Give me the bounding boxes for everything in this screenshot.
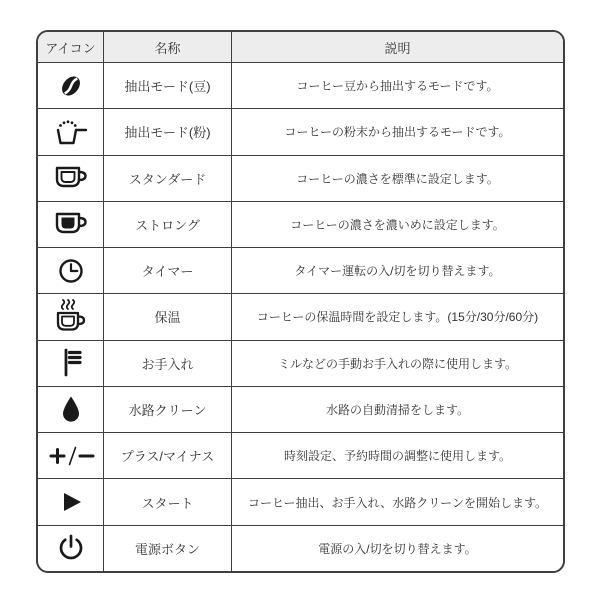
icon-cell — [38, 294, 104, 339]
table-row — [38, 155, 563, 201]
icon-cell — [38, 341, 104, 386]
name-cell: スタンダード — [104, 156, 232, 201]
name-cell: ストロング — [104, 202, 232, 247]
name-cell: 保温 — [104, 294, 232, 339]
header-name-column: 名称 — [104, 32, 232, 62]
icon-cell — [38, 433, 104, 478]
description-cell: 時刻設定、予約時間の調整に使用します。 — [283, 449, 512, 464]
table-row — [38, 478, 563, 524]
table-header-row — [38, 32, 563, 62]
icon-spec-table — [36, 30, 565, 573]
table-row — [38, 62, 563, 108]
name-cell: お手入れ — [104, 341, 232, 386]
coffee-bean-icon — [56, 71, 86, 101]
description-cell: ミルなどの手動お手入れの際に使用します。 — [277, 356, 518, 371]
description-cell: コーヒーの濃さを標準に設定します。 — [296, 171, 499, 186]
name-cell: 水路クリーン — [104, 387, 232, 432]
icon-cell — [38, 248, 104, 293]
description-cell: コーヒーの濃さを濃いめに設定します。 — [290, 217, 505, 232]
cup-strong-icon — [53, 211, 89, 237]
description-cell: コーヒーの粉末から抽出するモードです。 — [284, 125, 511, 140]
timer-clock-icon — [56, 256, 86, 286]
icon-cell — [38, 202, 104, 247]
header-description-column: 説明 — [384, 40, 411, 56]
table-row — [38, 386, 563, 432]
table-row — [38, 293, 563, 339]
icon-cell — [38, 479, 104, 524]
name-cell: 電源ボタン — [104, 526, 232, 571]
icon-cell — [38, 63, 104, 108]
icon-cell — [38, 109, 104, 154]
coffee-powder-icon — [52, 117, 90, 147]
name-cell: 抽出モード(豆) — [104, 63, 232, 108]
icon-cell — [38, 387, 104, 432]
name-cell: タイマー — [104, 248, 232, 293]
description-cell: コーヒーの保温時間を設定します。(15分/30分/60分) — [256, 310, 539, 325]
cleaning-brush-icon — [58, 348, 84, 378]
description-cell: 水路の自動清掃をします。 — [325, 402, 470, 417]
header-icon-column: アイコン — [38, 32, 104, 62]
table-row — [38, 432, 563, 478]
power-icon — [56, 533, 86, 563]
water-drop-icon — [59, 395, 83, 423]
table-row — [38, 201, 563, 247]
description-cell: タイマー運転の入/切を切り替えます。 — [294, 264, 501, 279]
name-cell: プラス/マイナス — [104, 433, 232, 478]
play-start-icon — [59, 490, 83, 514]
plus-minus-icon — [47, 445, 95, 467]
table-row — [38, 247, 563, 293]
table-row — [38, 108, 563, 154]
icon-cell — [38, 526, 104, 571]
keep-warm-cup-icon — [53, 299, 89, 335]
name-cell: 抽出モード(粉) — [104, 109, 232, 154]
icon-cell — [38, 156, 104, 201]
table-row — [38, 525, 563, 571]
name-cell: スタート — [104, 479, 232, 524]
table-row — [38, 340, 563, 386]
description-cell: コーヒー抽出、お手入れ、水路クリーンを開始します。 — [247, 495, 548, 510]
description-cell: コーヒー豆から抽出するモードです。 — [296, 79, 499, 94]
description-cell: 電源の入/切を切り替えます。 — [318, 541, 477, 556]
cup-standard-icon — [53, 165, 89, 191]
